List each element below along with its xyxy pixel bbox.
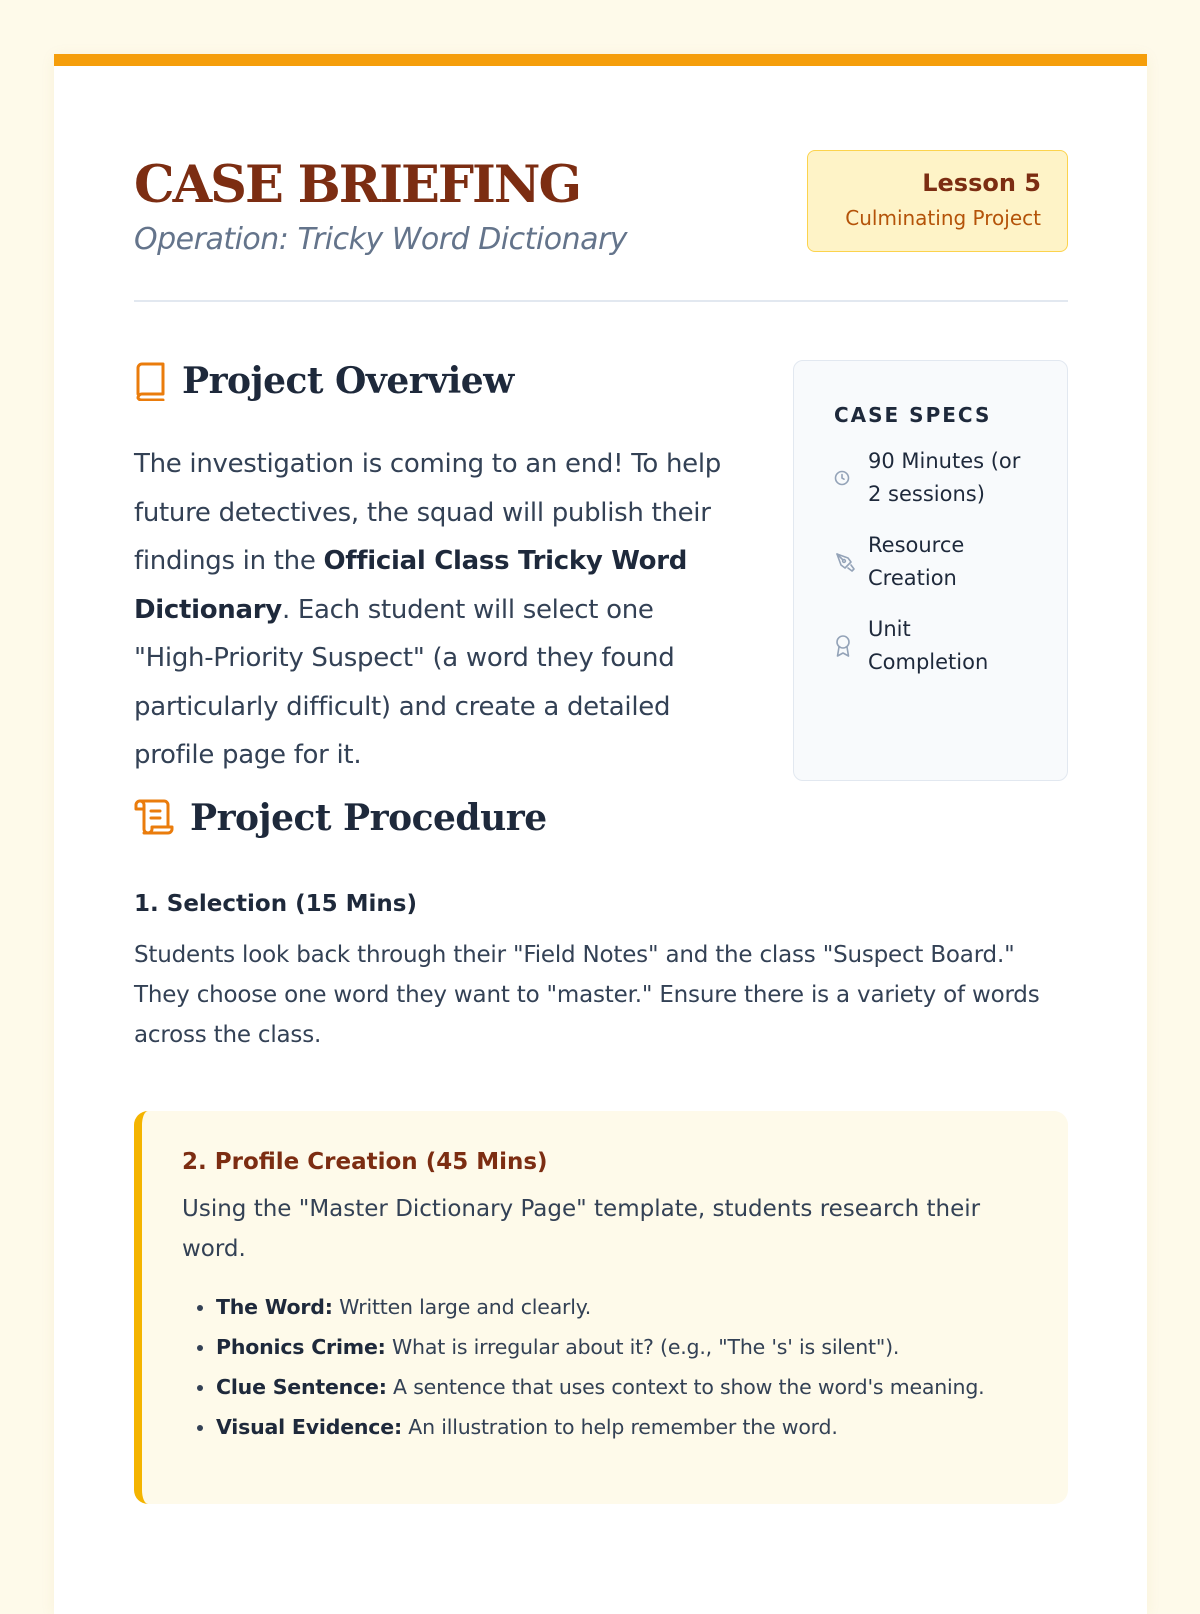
spec-text-milestone: Unit Completion xyxy=(868,617,989,674)
page-title: CASE BRIEFING xyxy=(134,155,581,215)
procedure-heading xyxy=(134,797,1068,839)
list-item-label: Clue Sentence: xyxy=(216,1375,387,1399)
clock-icon xyxy=(834,470,868,486)
briefing-header xyxy=(134,150,1068,302)
overview-text-emphasis: Official Class Tricky Word Dictionary xyxy=(134,546,688,625)
procedure-heading-text: Project Procedure xyxy=(190,797,547,839)
spec-item-type xyxy=(834,529,1067,595)
spec-text-type: Resource Creation xyxy=(868,533,965,590)
list-item xyxy=(216,1287,1068,1327)
lesson-type: Culminating Project xyxy=(845,206,1041,230)
lesson-number: Lesson 5 xyxy=(922,169,1041,197)
briefing-sheet xyxy=(54,54,1147,1614)
list-item-label: Visual Evidence: xyxy=(216,1415,402,1439)
overview-paragraph xyxy=(134,440,739,780)
pen-tool-icon xyxy=(834,551,868,573)
step-2-text: Using the "Master Dictionary Page" template, students research their word. xyxy=(182,1196,981,1262)
scroll-icon xyxy=(134,797,176,839)
step-1-text: Students look back through their "Field Notes" and the class "Suspect Board." They choose one word they want to "master." Ensure there is a variety of words across the class. xyxy=(134,942,1040,1048)
case-specs-title: CASE SPECS xyxy=(834,403,992,427)
award-icon xyxy=(834,634,868,658)
list-item-text: A sentence that uses context to show the word's meaning. xyxy=(386,1375,985,1399)
step-2-callout xyxy=(134,1111,1068,1504)
page-subtitle: Operation: Tricky Word Dictionary xyxy=(134,222,628,257)
sheet-content xyxy=(134,150,1068,1504)
list-item-text: An illustration to help remember the word. xyxy=(401,1415,838,1439)
list-item xyxy=(216,1367,1068,1407)
overview-heading-text: Project Overview xyxy=(182,360,514,402)
step-1-title: 1. Selection (15 Mins) xyxy=(134,891,417,917)
list-item-text: What is irregular about it? (e.g., "The 's' is silent"). xyxy=(385,1335,900,1359)
list-item-text: Written large and clearly. xyxy=(332,1295,592,1319)
lesson-badge xyxy=(807,150,1068,252)
project-overview-section xyxy=(134,302,1068,797)
spec-text-duration: 90 Minutes (or 2 sessions) xyxy=(868,449,1021,506)
overview-heading xyxy=(134,360,514,402)
list-item xyxy=(216,1327,1068,1367)
spec-item-duration xyxy=(834,445,1067,511)
list-item-label: Phonics Crime: xyxy=(216,1335,386,1359)
step-2-title: 2. Profile Creation (45 Mins) xyxy=(182,1149,548,1175)
overview-text-end: . Each student will select one "High-Priority Suspect" (a word they found particularly difficult) and create a detailed profile page for it. xyxy=(134,594,675,770)
step-2-list xyxy=(182,1287,1068,1447)
spec-item-milestone xyxy=(834,613,1067,679)
book-icon xyxy=(134,361,168,401)
list-item-label: The Word: xyxy=(216,1295,333,1319)
case-specs-card xyxy=(793,360,1068,781)
list-item xyxy=(216,1407,1068,1447)
project-procedure-section xyxy=(134,797,1068,1504)
overview-text-start: The investigation is coming to an end! To help future detectives, the squad will publish their findings in the xyxy=(134,449,721,576)
